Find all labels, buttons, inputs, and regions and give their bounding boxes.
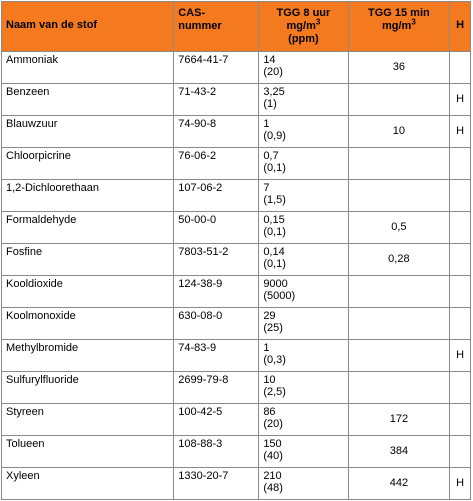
cell-cas: 2699-79-8 [174, 372, 259, 404]
header-cas [174, 2, 259, 52]
table-row [2, 340, 471, 372]
cell-name: Tolueen [2, 436, 174, 468]
cell-tgg8-ppm: (0,3) [263, 354, 286, 366]
header-name-label: Naam van de stof [6, 19, 98, 31]
header-tgg8-line3: (ppm) [288, 33, 319, 45]
header-tgg15-line1: TGG 15 min [368, 7, 430, 19]
cell-cas: 100-42-5 [174, 404, 259, 436]
cell-tgg15 [348, 148, 450, 180]
cell-tgg8-mg: 210 [263, 470, 282, 482]
cell-h [450, 436, 471, 468]
cell-tgg8-ppm: (0,1) [263, 162, 286, 174]
cell-tgg8-ppm: (25) [263, 322, 283, 334]
cell-name: Fosfine [2, 244, 174, 276]
cell-h [450, 308, 471, 340]
cell-tgg8-mg: 1 [263, 342, 270, 354]
cell-tgg8-mg: 86 [263, 406, 276, 418]
cell-tgg8 [259, 212, 348, 244]
cell-tgg8-mg: 0,14 [263, 246, 285, 258]
header-cas-line2: nummer [178, 20, 222, 32]
table-row [2, 468, 471, 500]
cell-tgg8-ppm: (0,9) [263, 130, 286, 142]
cell-tgg8 [259, 52, 348, 84]
cell-cas: 630-08-0 [174, 308, 259, 340]
table-row [2, 148, 471, 180]
cell-tgg15: 0,5 [348, 212, 450, 244]
cell-name: Methylbromide [2, 340, 174, 372]
cell-tgg8 [259, 340, 348, 372]
cell-h [450, 372, 471, 404]
cell-tgg15 [348, 340, 450, 372]
table-row [2, 436, 471, 468]
cell-tgg15: 172 [348, 404, 450, 436]
cell-h [450, 180, 471, 212]
cell-tgg8-ppm: (0,1) [263, 226, 286, 238]
cell-tgg8-mg: 9000 [263, 278, 288, 290]
cell-cas: 1330-20-7 [174, 468, 259, 500]
header-tgg8-sup: 3 [315, 17, 321, 27]
header-h-label: H [456, 19, 465, 31]
cell-tgg8-mg: 14 [263, 54, 276, 66]
cell-tgg8 [259, 84, 348, 116]
table-row [2, 372, 471, 404]
cell-name: Ammoniak [2, 52, 174, 84]
header-tgg15-line2: mg/m [381, 20, 412, 32]
cell-tgg8 [259, 148, 348, 180]
cell-tgg8-ppm: (20) [263, 418, 283, 430]
table-row [2, 180, 471, 212]
cell-cas: 76-06-2 [174, 148, 259, 180]
table-row [2, 116, 471, 148]
cell-h [450, 212, 471, 244]
header-tgg15 [348, 2, 450, 52]
cell-tgg8-mg: 29 [263, 310, 276, 322]
cell-h: H [450, 116, 471, 148]
cell-tgg8-ppm: (2,5) [263, 386, 286, 398]
cell-cas: 108-88-3 [174, 436, 259, 468]
cell-name: Benzeen [2, 84, 174, 116]
header-tgg8-line2: mg/m [286, 20, 316, 32]
table-row [2, 212, 471, 244]
cell-tgg8-mg: 0,7 [263, 150, 279, 162]
cell-tgg8 [259, 244, 348, 276]
cell-name: Xyleen [2, 468, 174, 500]
table-header [2, 2, 471, 52]
cell-tgg8 [259, 276, 348, 308]
cell-cas: 71-43-2 [174, 84, 259, 116]
cell-h [450, 276, 471, 308]
cell-h [450, 52, 471, 84]
table-row [2, 308, 471, 340]
cell-tgg8-mg: 10 [263, 374, 276, 386]
cell-tgg8 [259, 116, 348, 148]
cell-tgg8-mg: 3,25 [263, 86, 285, 98]
header-tgg8 [259, 2, 348, 52]
cell-name: Chloorpicrine [2, 148, 174, 180]
cell-tgg8-mg: 150 [263, 438, 282, 450]
cell-tgg15 [348, 84, 450, 116]
cell-h [450, 244, 471, 276]
cell-cas: 7803-51-2 [174, 244, 259, 276]
cell-tgg8-ppm: (0,1) [263, 258, 286, 270]
cell-h: H [450, 84, 471, 116]
cell-tgg8 [259, 468, 348, 500]
cell-name: Kooldioxide [2, 276, 174, 308]
cell-tgg8 [259, 372, 348, 404]
table-row [2, 404, 471, 436]
cell-cas: 124-38-9 [174, 276, 259, 308]
cell-tgg8-ppm: (20) [263, 66, 283, 78]
cell-tgg8-mg: 1 [263, 118, 270, 130]
table-row [2, 244, 471, 276]
table-row [2, 84, 471, 116]
cell-cas: 74-83-9 [174, 340, 259, 372]
cell-cas: 50-00-0 [174, 212, 259, 244]
cell-tgg15: 442 [348, 468, 450, 500]
cell-cas: 7664-41-7 [174, 52, 259, 84]
cell-tgg15: 0,28 [348, 244, 450, 276]
cell-tgg15 [348, 372, 450, 404]
cell-tgg8-mg: 7 [263, 182, 270, 194]
header-row [2, 2, 471, 52]
cell-tgg8-ppm: (48) [263, 482, 283, 494]
table-row [2, 52, 471, 84]
cell-h: H [450, 340, 471, 372]
header-name [2, 2, 174, 52]
header-tgg15-sup: 3 [411, 17, 416, 27]
table-row [2, 276, 471, 308]
cell-name: 1,2-Dichloorethaan [2, 180, 174, 212]
cell-tgg8-mg: 0,15 [263, 214, 285, 226]
cell-tgg8 [259, 180, 348, 212]
cell-tgg15 [348, 276, 450, 308]
table-body [2, 52, 471, 500]
cell-name: Styreen [2, 404, 174, 436]
cell-tgg8-ppm: (1) [263, 98, 277, 110]
cell-h: H [450, 468, 471, 500]
cell-name: Sulfurylfluoride [2, 372, 174, 404]
cell-tgg15: 36 [348, 52, 450, 84]
header-tgg8-line1: TGG 8 uur [276, 7, 331, 19]
cell-cas: 74-90-8 [174, 116, 259, 148]
cell-tgg8 [259, 404, 348, 436]
cell-tgg8-ppm: (1,5) [263, 194, 286, 206]
exposure-limits-table [1, 1, 471, 500]
cell-h [450, 404, 471, 436]
cell-tgg15 [348, 308, 450, 340]
cell-tgg8 [259, 436, 348, 468]
cell-tgg8 [259, 308, 348, 340]
cell-tgg15 [348, 180, 450, 212]
cell-name: Formaldehyde [2, 212, 174, 244]
header-cas-line1: CAS- [178, 7, 206, 19]
cell-name: Blauwzuur [2, 116, 174, 148]
cell-h [450, 148, 471, 180]
cell-name: Koolmonoxide [2, 308, 174, 340]
cell-tgg15: 384 [348, 436, 450, 468]
cell-tgg8-ppm: (40) [263, 450, 283, 462]
cell-tgg15: 10 [348, 116, 450, 148]
header-h [450, 2, 471, 52]
cell-cas: 107-06-2 [174, 180, 259, 212]
cell-tgg8-ppm: (5000) [263, 290, 296, 302]
